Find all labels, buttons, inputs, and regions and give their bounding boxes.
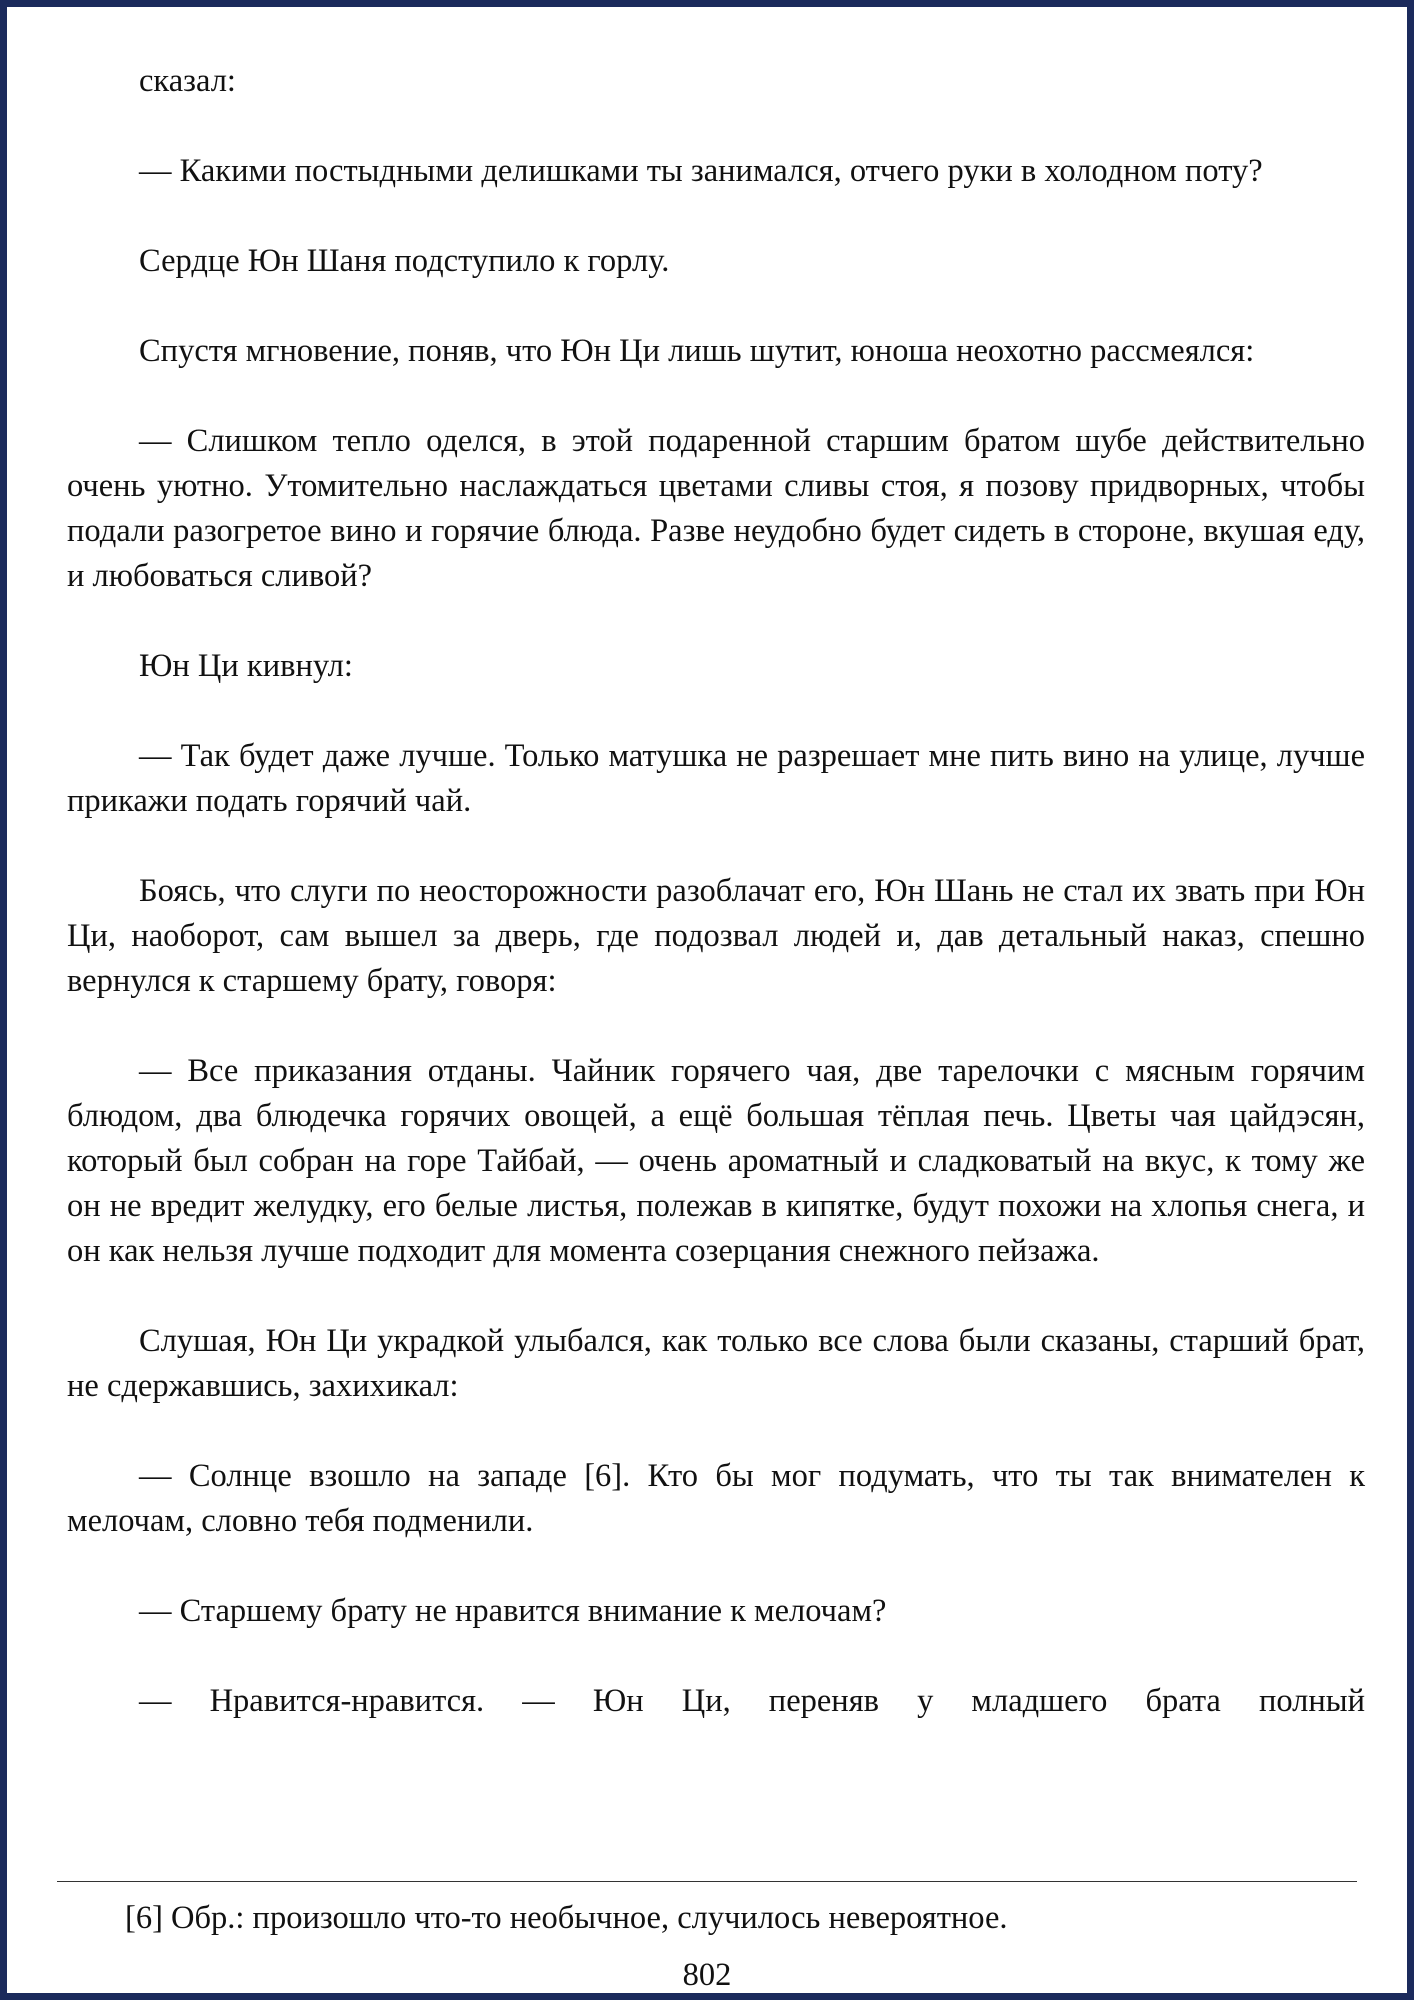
paragraph: — Старшему брату не нравится внимание к мелочам? bbox=[139, 1593, 887, 1629]
paragraph: — Солнце взошло на западе [6]. Кто бы мог подумать, что ты так внимателен к мелочам, словно тебя подменили. bbox=[67, 1458, 1365, 1539]
footnote: [6] Обр.: произошло что-то необычное, случилось невероятное. bbox=[125, 1900, 1008, 1936]
paragraph: Слушая, Юн Ци украдкой улыбался, как только все слова были сказаны, старший брат, не сдержавшись, захихикал: bbox=[67, 1323, 1365, 1404]
paragraph: — Слишком тепло оделся, в этой подаренной старшим братом шубе действительно очень уютно. Утомительно наслаждаться цветами сливы стоя, я позову придворных, чтобы подали разогретое вино и горячие блюда. Разве неудобно будет сидеть в стороне, вкушая еду, и любоваться сливой? bbox=[67, 423, 1365, 594]
page-number: 802 bbox=[682, 1957, 732, 1993]
paragraph: Боясь, что слуги по неосторожности разоблачат его, Юн Шань не стал их звать при Юн Ци, наоборот, сам вышел за дверь, где подозвал людей и, дав детальный наказ, спешно вернулся к старшему брату, говоря: bbox=[67, 873, 1365, 999]
paragraph: Юн Ци кивнул: bbox=[139, 648, 353, 684]
main-text bbox=[67, 59, 1365, 1724]
paragraph: — Так будет даже лучше. Только матушка не разрешает мне пить вино на улице, лучше прикажи подать горячий чай. bbox=[67, 738, 1365, 819]
footnote-divider bbox=[57, 1881, 1357, 1882]
paragraph: — Все приказания отданы. Чайник горячего чая, две тарелочки с мясным горячим блюдом, два блюдечка горячих овощей, а ещё большая тёплая печь. Цветы чая цайдэсян, который был собран на горе Тайбай, — очень ароматный и сладковатый на вкус, к тому же он не вредит желудку, его белые листья, полежав в кипятке, будут похожи на хлопья снега, и он как нельзя лучше подходит для момента созерцания снежного пейзажа. bbox=[67, 1053, 1365, 1269]
paragraph: сказал: bbox=[139, 63, 236, 99]
paragraph: Спустя мгновение, поняв, что Юн Ци лишь шутит, юноша неохотно рассмеялся: bbox=[139, 333, 1255, 369]
paragraph: — Нравится-нравится. — Юн Ци, переняв у младшего брата полный bbox=[139, 1683, 1365, 1719]
paragraph: — Какими постыдными делишками ты занимался, отчего руки в холодном поту? bbox=[139, 153, 1263, 189]
paragraph: Сердце Юн Шаня подступило к горлу. bbox=[139, 243, 670, 279]
